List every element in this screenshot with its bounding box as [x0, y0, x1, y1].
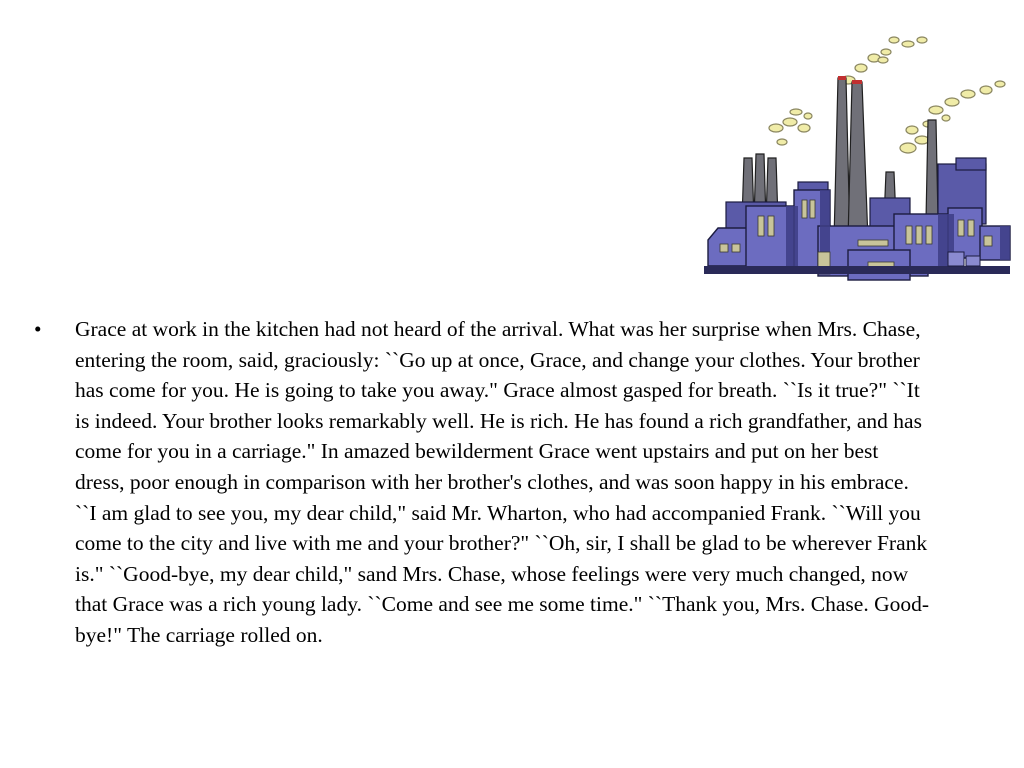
bullet-text: Grace at work in the kitchen had not heard of the arrival. What was her surprise when Mrs. Chase, entering the room, said, graciously: ``Go up at once, Grace, and change your clothes. Your brother has come for you. He is going to take you away." Grace almost gasped for breath. ``Is it true?" ``It is indeed. Your brother looks remarkably well. He is rich. He has found a rich grandfather, and has come for you in a carriage." In amazed bewilderment Grace went upstairs and put on her best dress, poor enough in comparison with her brother's clothes, and was soon happy in his embrace. ``I am glad to see you, my dear child," said Mr. Wharton, who had accompanied Frank. ``Will you come to the city and live with me and your brother?" ``Oh, sir, I shall be glad to be wherever Frank is." ``Good-bye, my dear child," sand Mrs. Chase, whose feelings were very much changed, now that Grace was a rich young lady. ``Come and see me some time." ``Thank you, Mrs. Chase. Good-bye!" The carriage rolled on.	[75, 317, 930, 647]
factory-icon	[698, 30, 1016, 286]
bullet-glyph: •	[34, 317, 42, 341]
bullet-item	[30, 314, 930, 651]
bullet-list	[30, 314, 930, 651]
